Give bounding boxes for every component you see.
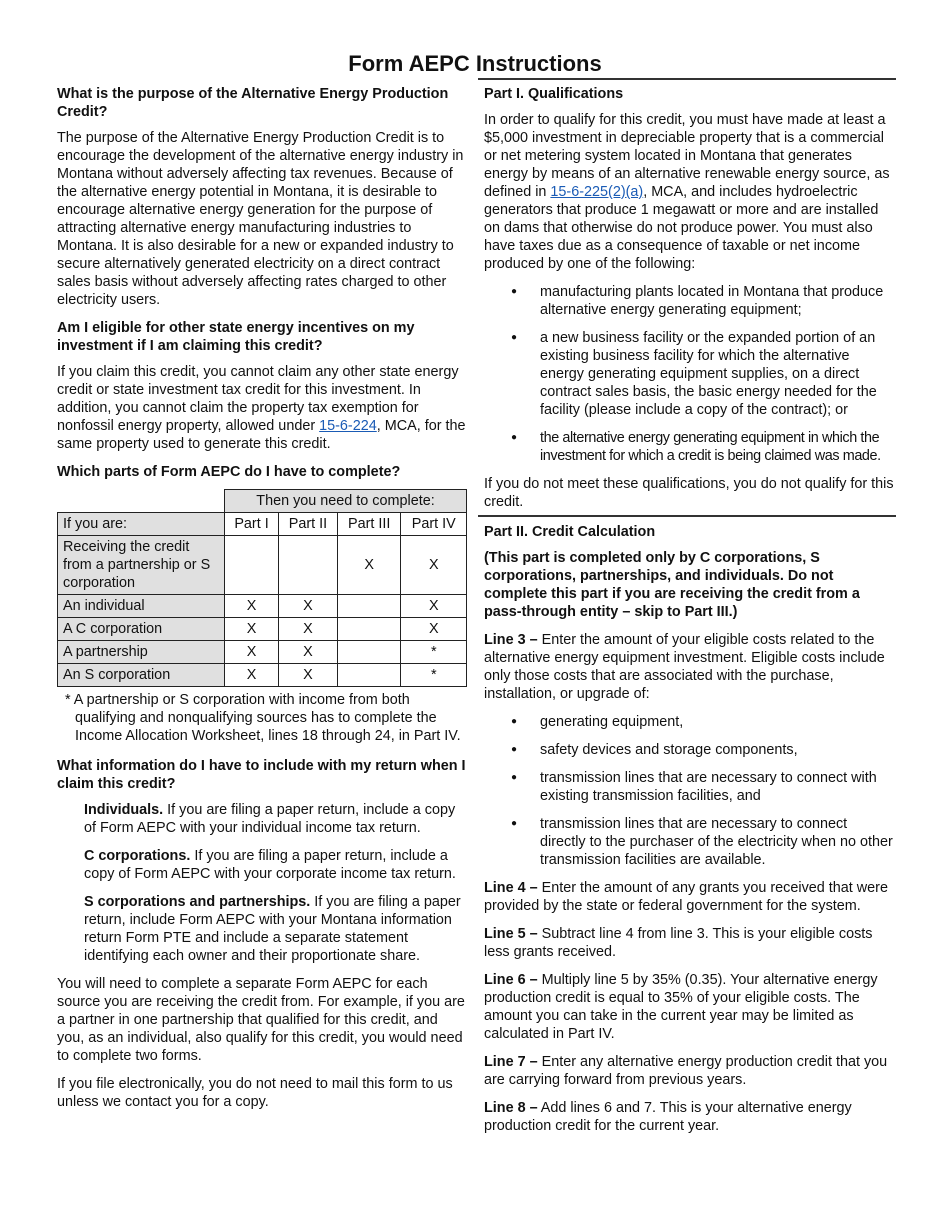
- paragraph-part-2-note: (This part is completed only by C corporations, S corporations, partnerships, and individuals. Do not complete this part if you are receiving the credit from a pass-through entity – skip to Part III.): [484, 550, 860, 620]
- table-cell: [279, 536, 338, 595]
- text: If you claim this credit, you cannot claim any other state energy credit or state investment tax credit for this investment. In addition, you cannot claim the property tax exemption for nonfossil energy property, allowed under: [57, 364, 459, 434]
- table-cell: X: [279, 618, 338, 641]
- table-cell: X: [225, 618, 279, 641]
- table-cell: [337, 664, 401, 687]
- column-header: Part II: [279, 513, 338, 536]
- text: Add lines 6 and 7. This is your alternative energy production credit for the current year.: [484, 1100, 852, 1134]
- bold-label: Individuals.: [84, 802, 164, 818]
- bold-label: Line 4 –: [484, 880, 538, 896]
- right-column: [484, 85, 896, 1145]
- parts-table: [57, 489, 467, 687]
- list-item: ● safety devices and storage components,: [484, 741, 896, 759]
- paragraph-eligibility: [57, 363, 467, 453]
- column-header: Part I: [225, 513, 279, 536]
- heading-include: What information do I have to include with my return when I claim this credit?: [57, 758, 466, 792]
- page-title: Form AEPC Instructions: [348, 51, 602, 76]
- paragraph-purpose: The purpose of the Alternative Energy Production Credit is to encourage the development of the alternative energy industry in Montana without adversely affecting tax revenues. Because of the alternative energy potential in Montana, it is desirable to encourage alternative energy generation for the purpose of attracting alternative energy manufacturing industries to Montana. It is also desirable for a new or expanded industry to secure alternatively generated electricity on a direct contract sales basis without adversely affecting rates charged to other electricity users.: [57, 130, 464, 308]
- paragraph-electronic: If you file electronically, you do not need to mail this form to us unless we contact you for a copy.: [57, 1076, 453, 1110]
- table-cell: X: [401, 618, 467, 641]
- text: Subtract line 4 from line 3. This is your eligible costs less grants received.: [484, 926, 873, 960]
- paragraph-individuals: [84, 801, 467, 837]
- bold-label: Line 7 –: [484, 1054, 538, 1070]
- text: Enter any alternative energy production credit that you are carrying forward from previous years.: [484, 1054, 888, 1088]
- paragraph-line-5: [484, 925, 896, 961]
- table-cell: X: [279, 641, 338, 664]
- text: Enter the amount of your eligible costs related to the alternative energy equipment investment. Eligible costs include only those costs that are associated with the purchase, installation, or upgrade of:: [484, 632, 885, 702]
- text: If you are filing a paper return, include Form AEPC with your Montana information return Form PTE and include a separate statement identifying each owner and their proportionate share.: [84, 894, 461, 964]
- heading-part-1: Part I. Qualifications: [484, 86, 624, 102]
- group-header: Then you need to complete:: [225, 490, 467, 513]
- table-cell: [337, 641, 401, 664]
- table-cell: X: [225, 595, 279, 618]
- bold-label: Line 3 –: [484, 632, 538, 648]
- paragraph-qualifications: [484, 111, 896, 273]
- heading-eligibility: Am I eligible for other state energy incentives on my investment if I am claiming this credit?: [57, 320, 415, 354]
- column-header: Part III: [337, 513, 401, 536]
- list-item: ● generating equipment,: [484, 713, 896, 731]
- table-footnote: * A partnership or S corporation with income from both qualifying and nonqualifying sources has to complete the Income Allocation Worksheet, lines 18 through 24, in Part IV.: [65, 692, 461, 744]
- table-cell: X: [279, 595, 338, 618]
- heading-parts: Which parts of Form AEPC do I have to complete?: [57, 464, 401, 480]
- paragraph-s-corporations: [84, 893, 467, 965]
- table-cell: [225, 536, 279, 595]
- table-row: [58, 664, 467, 687]
- text: , MCA, and includes hydroelectric generators that produce 1 megawatt or more and are installed on dams that otherwise do not produce power. You must also have taxes due as a consequence of taxable or net income produced by one of the following:: [484, 184, 879, 272]
- bold-label: Line 6 –: [484, 972, 538, 988]
- list-item: ● transmission lines that are necessary to connect with existing transmission facilities, and: [484, 769, 896, 805]
- table-row: [58, 490, 467, 513]
- text: If you are filing a paper return, include a copy of Form AEPC with your corporate income tax return.: [84, 848, 456, 882]
- table-row: [58, 618, 467, 641]
- list-item: ● a new business facility or the expanded portion of an existing business facility for which the alternative energy generating equipment supplies, on a direct contract sales basis, the basic energy needed for the facility (please include a copy of the contract); or: [484, 329, 896, 419]
- divider: [478, 78, 896, 80]
- paragraph-c-corporations: [84, 847, 467, 883]
- table-cell: *: [401, 641, 467, 664]
- heading-purpose: What is the purpose of the Alternative Energy Production Credit?: [57, 86, 449, 120]
- row-label: A C corporation: [58, 618, 225, 641]
- list-item: ● the alternative energy generating equipment in which the investment for which a credit is being claimed was made.: [484, 429, 896, 465]
- heading-part-2: Part II. Credit Calculation: [484, 524, 656, 540]
- text: If you are filing a paper return, include a copy of Form AEPC with your individual income tax return.: [84, 802, 456, 836]
- table-row: [58, 595, 467, 618]
- table-cell: [337, 595, 401, 618]
- column-header: Part IV: [401, 513, 467, 536]
- paragraph-line-3: [484, 631, 896, 703]
- text: Multiply line 5 by 35% (0.35). Your alternative energy production credit is equal to 35% of your eligible costs. The amount you can take in the current year may be limited as calculated in Part IV.: [484, 972, 878, 1042]
- list-item: ● manufacturing plants located in Montana that produce alternative energy generating equipment;: [484, 283, 896, 319]
- text: Enter the amount of any grants you received that were provided by the state or federal government for the system.: [484, 880, 888, 914]
- row-label: An individual: [58, 595, 225, 618]
- table-header-row: [58, 513, 467, 536]
- link-15-6-225[interactable]: 15-6-225(2)(a): [550, 184, 644, 200]
- table-cell: *: [401, 664, 467, 687]
- table-cell: X: [401, 595, 467, 618]
- qualification-list: [484, 283, 896, 465]
- table-cell: X: [225, 641, 279, 664]
- bold-label: C corporations.: [84, 848, 191, 864]
- table-row: [58, 641, 467, 664]
- paragraph-separate-form: You will need to complete a separate Form AEPC for each source you are receiving the credit from. For example, if you are a partner in one partnership that qualified for this credit, and you, as an individual, also qualify for this credit, you would need to complete two forms.: [57, 976, 465, 1064]
- table-cell: X: [279, 664, 338, 687]
- eligible-costs-list: [484, 713, 896, 869]
- row-label: A partnership: [58, 641, 225, 664]
- left-column: [57, 85, 467, 1121]
- table-row: [58, 536, 467, 595]
- table-cell: X: [225, 664, 279, 687]
- paragraph-line-7: [484, 1053, 896, 1089]
- bold-label: S corporations and partnerships.: [84, 894, 311, 910]
- row-label: Receiving the credit from a partnership or S corporation: [58, 536, 225, 595]
- bold-label: Line 8 –: [484, 1100, 538, 1116]
- paragraph-line-6: [484, 971, 896, 1043]
- divider: [478, 515, 896, 517]
- row-header: If you are:: [58, 513, 225, 536]
- link-15-6-224[interactable]: 15-6-224: [319, 418, 377, 434]
- bold-label: Line 5 –: [484, 926, 538, 942]
- table-cell: X: [337, 536, 401, 595]
- text: , MCA, for the same property used to generate this credit.: [57, 418, 466, 452]
- paragraph-line-4: [484, 879, 896, 915]
- table-cell: [337, 618, 401, 641]
- paragraph-not-qualify: If you do not meet these qualifications, you do not qualify for this credit.: [484, 476, 894, 510]
- paragraph-line-8: [484, 1099, 896, 1135]
- list-item: ● transmission lines that are necessary to connect directly to the purchaser of the electricity when no other transmission facilities are available.: [484, 815, 896, 869]
- table-cell: X: [401, 536, 467, 595]
- text: In order to qualify for this credit, you must have made at least a $5,000 investment in depreciable property that is a commercial or net metering system located in Montana that generates energy by means of an alternative renewable energy source, as defined in: [484, 112, 890, 200]
- row-label: An S corporation: [58, 664, 225, 687]
- blank-cell: [58, 490, 225, 513]
